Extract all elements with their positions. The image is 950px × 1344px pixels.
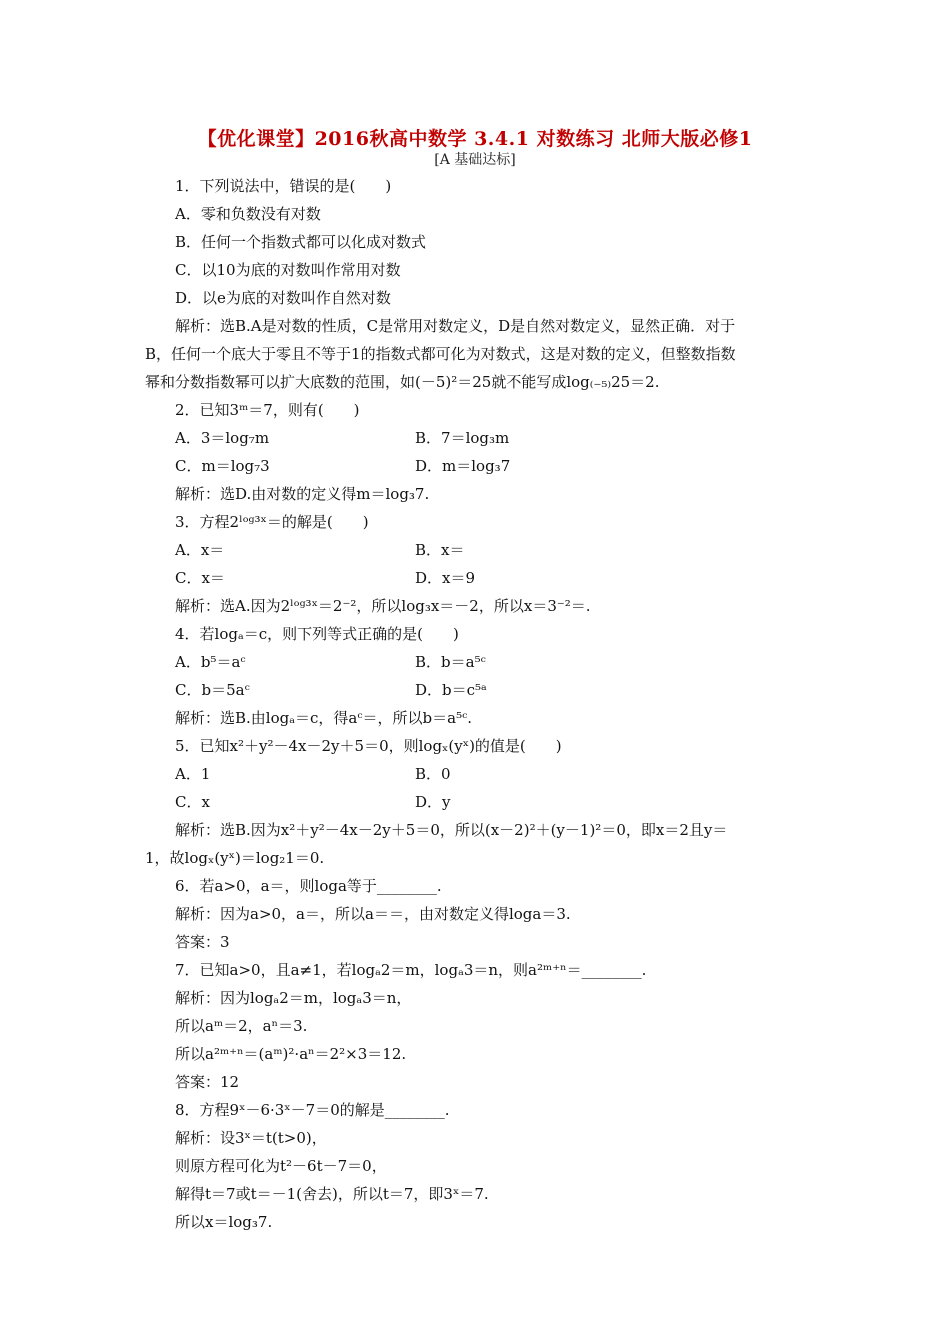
q5-option-c: C．x: [175, 793, 210, 811]
q2-solution: 解析：选D.由对数的定义得m＝log₃7.: [175, 485, 430, 503]
q7-solution-line-1: 解析：因为logₐ2＝m，logₐ3＝n，: [175, 989, 412, 1007]
q7-solution-line-3: 所以a²ᵐ⁺ⁿ＝(aᵐ)²·aⁿ＝2²×3＝12.: [175, 1045, 407, 1063]
q2-options-row-1: [145, 424, 807, 452]
q3-options-row-2: [145, 564, 807, 592]
q3-option-a: A．x＝: [175, 541, 225, 559]
q2-option-d: D．m＝log₃7: [415, 457, 511, 475]
q3-options-row-1: [145, 536, 807, 564]
q2-option-b: B．7＝log₃m: [415, 429, 510, 447]
q7-answer: 答案：12: [175, 1073, 240, 1091]
q3-option-d: D．x＝9: [415, 569, 476, 587]
q1-solution-line-1: 解析：选B.A是对数的性质，C是常用对数定义，D是自然对数定义，显然正确．对于: [175, 317, 736, 335]
q1-stem: 1．下列说法中，错误的是( ): [175, 177, 392, 195]
q8-solution-line-2: 则原方程可化为t²－6t－7＝0，: [175, 1157, 387, 1175]
q8-solution-line-3: 解得t＝7或t＝－1(舍去)，所以t＝7，即3ˣ＝7.: [175, 1185, 489, 1203]
q7-stem: 7．已知a>0，且a≠1，若logₐ2＝m，logₐ3＝n，则a²ᵐ⁺ⁿ＝________.: [175, 961, 647, 979]
q1-option-d: D．以e为底的对数叫作自然对数: [175, 289, 391, 307]
q2-option-c: C．m＝log₇3: [175, 457, 270, 475]
q4-option-a: A．b⁵＝aᶜ: [175, 653, 246, 671]
q4-options-row-1: [145, 648, 807, 676]
q5-option-b: B．0: [415, 765, 451, 783]
q7-solution-line-2: 所以aᵐ＝2，aⁿ＝3.: [175, 1017, 308, 1035]
q2-stem: 2．已知3ᵐ＝7，则有( ): [175, 401, 360, 419]
q4-option-b: B．b＝a⁵ᶜ: [415, 653, 486, 671]
q6-answer: 答案：3: [175, 933, 230, 951]
q4-options-row-2: [145, 676, 807, 704]
q4-option-c: C．b＝5aᶜ: [175, 681, 250, 699]
section-heading: [A 基础达标]: [434, 152, 516, 168]
q5-solution-line-2: 1，故logₓ(yˣ)＝log₂1＝0.: [145, 849, 325, 867]
q5-stem: 5．已知x²＋y²－4x－2y＋5＝0，则logₓ(yˣ)的值是( ): [175, 737, 562, 755]
q5-solution-line-1: 解析：选B.因为x²＋y²－4x－2y＋5＝0，所以(x－2)²＋(y－1)²＝0，即x＝2且y＝: [175, 821, 728, 839]
exercise-content: [145, 172, 807, 1236]
q1-option-c: C．以10为底的对数叫作常用对数: [175, 261, 401, 279]
q1-option-a: A．零和负数没有对数: [175, 205, 321, 223]
q1-solution-line-3: 幂和分数指数幂可以扩大底数的范围，如(－5)²＝25就不能写成log₍₋₅₎25＝2.: [145, 373, 660, 391]
q4-stem: 4．若logₐ＝c，则下列等式正确的是( ): [175, 625, 459, 643]
q3-stem: 3．方程2ˡᵒᵍ³ˣ＝的解是( ): [175, 513, 369, 531]
q2-option-a: A．3＝log₇m: [175, 429, 270, 447]
q5-options-row-2: [145, 788, 807, 816]
q3-option-b: B．x＝: [415, 541, 465, 559]
q5-option-d: D．y: [415, 793, 451, 811]
q6-solution: 解析：因为a>0，a＝，所以a＝＝，由对数定义得loga＝3.: [175, 905, 571, 923]
q5-option-a: A．1: [175, 765, 211, 783]
q8-solution-line-4: 所以x＝log₃7.: [175, 1213, 273, 1231]
q4-solution: 解析：选B.由logₐ＝c，得aᶜ＝，所以b＝a⁵ᶜ.: [175, 709, 473, 727]
q4-option-d: D．b＝c⁵ᵃ: [415, 681, 487, 699]
document-title: 【优化课堂】2016秋高中数学 3.4.1 对数练习 北师大版必修1: [197, 128, 753, 150]
q3-solution: 解析：选A.因为2ˡᵒᵍ³ˣ＝2⁻²，所以log₃x＝－2，所以x＝3⁻²＝.: [175, 597, 591, 615]
q3-option-c: C．x＝: [175, 569, 225, 587]
q5-options-row-1: [145, 760, 807, 788]
q8-stem: 8．方程9ˣ－6·3ˣ－7＝0的解是________.: [175, 1101, 450, 1119]
q1-option-b: B．任何一个指数式都可以化成对数式: [175, 233, 427, 251]
q2-options-row-2: [145, 452, 807, 480]
q6-stem: 6．若a>0，a＝，则loga等于________.: [175, 877, 442, 895]
q1-solution-line-2: B，任何一个底大于零且不等于1的指数式都可化为对数式，这是对数的定义，但整数指数: [145, 345, 736, 363]
q8-solution-line-1: 解析：设3ˣ＝t(t>0)，: [175, 1129, 327, 1147]
